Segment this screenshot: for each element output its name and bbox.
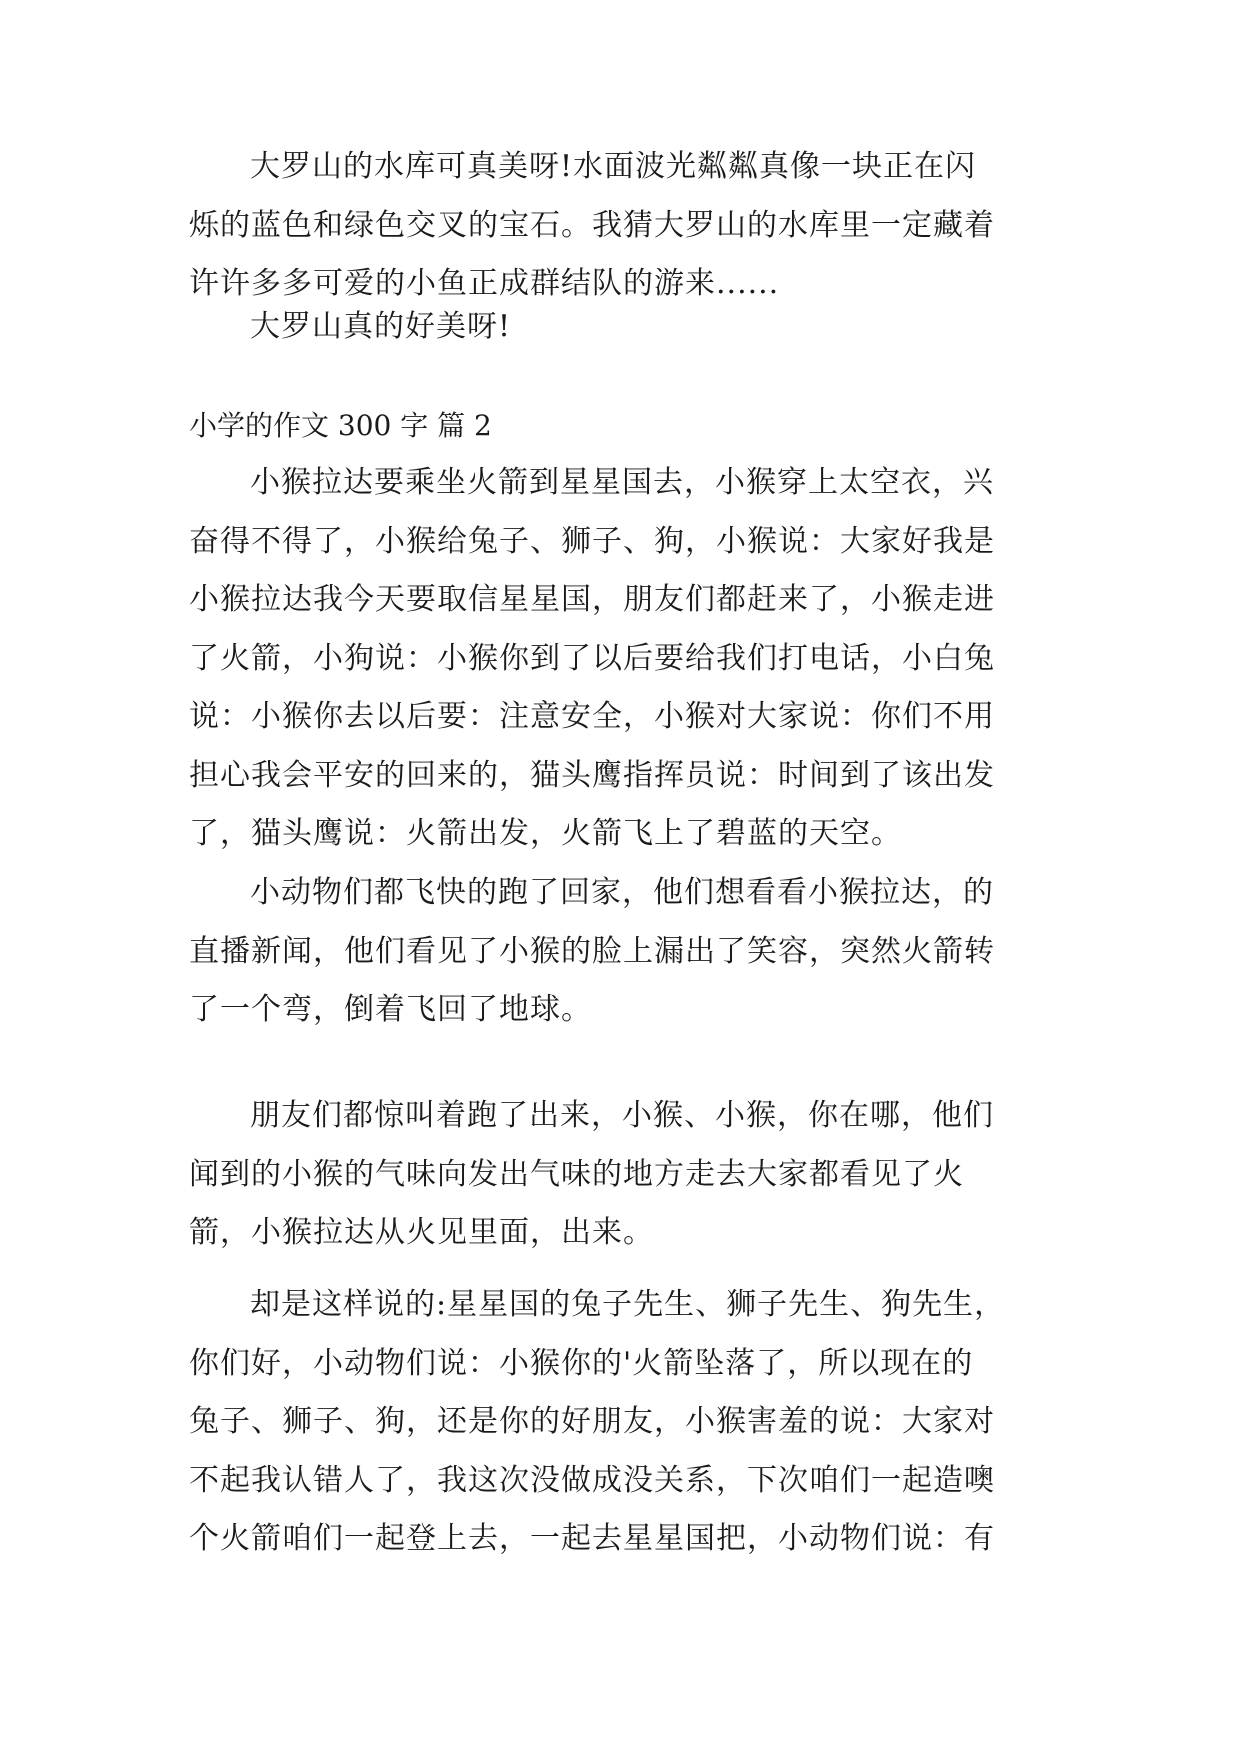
paragraph-line: 兔子、狮子、狗，还是你的好朋友，小猴害羞的说：大家对 xyxy=(189,1404,995,1439)
paragraph-line: 烁的蓝色和绿色交叉的宝石。我猜大罗山的水库里一定藏着 xyxy=(189,207,995,243)
paragraph xyxy=(189,1276,1069,1569)
paragraph-line: 许许多多可爱的小鱼正成群结队的游来...... xyxy=(189,266,780,301)
paragraph xyxy=(189,864,1069,1040)
paragraph xyxy=(189,454,1069,864)
paragraph-line: 闻到的小猴的气味向发出气味的地方走去大家都看见了火 xyxy=(189,1156,964,1192)
paragraph-line: 说：小猴你去以后要：注意安全，小猴对大家说：你们不用 xyxy=(189,699,995,734)
paragraph-line: 大罗山真的好美呀! xyxy=(250,309,512,344)
paragraph-line: 了火箭，小狗说：小猴你到了以后要给我们打电话，小白兔 xyxy=(189,640,995,676)
paragraph-line: 却是这样说的:星星国的兔子先生、狮子先生、狗先生， xyxy=(250,1287,1006,1322)
paragraph-line: 箭，小猴拉达从火见里面，出来。 xyxy=(189,1215,654,1250)
paragraph-line: 大罗山的水库可真美呀!水面波光粼粼真像一块正在闪 xyxy=(250,149,977,184)
paragraph-line: 了，猫头鹰说：火箭出发，火箭飞上了碧蓝的天空。 xyxy=(189,816,902,851)
paragraph xyxy=(189,1087,1069,1263)
paragraph-line: 了一个弯，倒着飞回了地球。 xyxy=(189,992,592,1027)
paragraph-line: 小动物们都飞快的跑了回家，他们想看看小猴拉达，的 xyxy=(250,875,994,910)
paragraph-line: 不起我认错人了，我这次没做成没关系，下次咱们一起造噢 xyxy=(189,1462,995,1498)
paragraph-line: 直播新闻，他们看见了小猴的脸上漏出了笑容，突然火箭转 xyxy=(189,933,995,969)
paragraph-line: 小猴拉达我今天要取信星星国，朋友们都赶来了，小猴走进 xyxy=(189,582,995,617)
paragraph-line: 朋友们都惊叫着跑了出来，小猴、小猴，你在哪，他们 xyxy=(250,1098,994,1133)
paragraph-line: 奋得不得了，小猴给兔子、狮子、狗，小猴说：大家好我是 xyxy=(189,523,995,559)
paragraph-line: 小猴拉达要乘坐火箭到星星国去，小猴穿上太空衣，兴 xyxy=(250,465,994,500)
paragraph xyxy=(189,298,1069,357)
paragraph-line: 担心我会平安的回来的，猫头鹰指挥员说：时间到了该出发 xyxy=(189,757,995,793)
paragraph xyxy=(189,138,1069,314)
section-heading: 小学的作文 300 字 篇 2 xyxy=(189,409,492,442)
paragraph-line: 个火箭咱们一起登上去，一起去星星国把，小动物们说：有 xyxy=(189,1521,995,1556)
paragraph-line: 你们好，小动物们说：小猴你的'火箭坠落了，所以现在的 xyxy=(189,1345,974,1381)
